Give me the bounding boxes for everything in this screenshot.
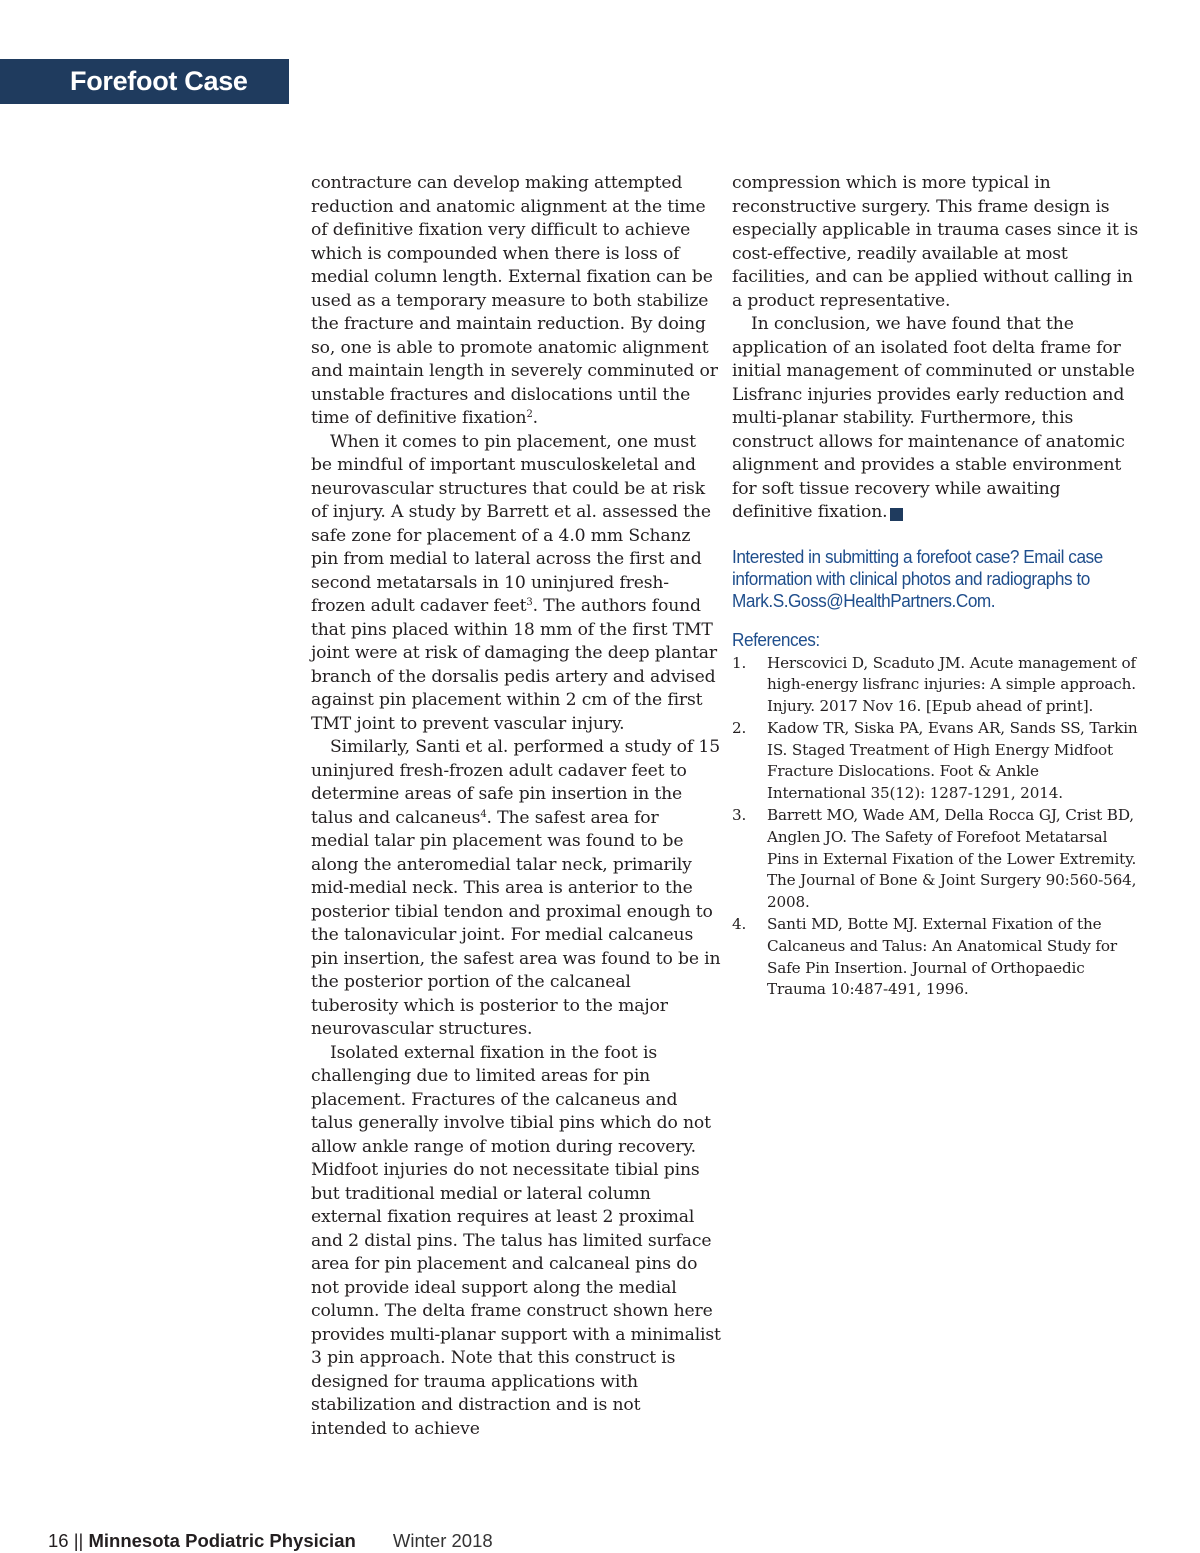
article-right-column bbox=[732, 172, 1142, 1001]
reference-number: 4. bbox=[732, 915, 747, 934]
reference-item bbox=[732, 914, 1142, 1001]
reference-number: 2. bbox=[732, 718, 747, 737]
reference-item bbox=[732, 805, 1142, 914]
reference-text: Santi MD, Botte MJ. External Fixation of the Calcaneus and Talus: An Anatomical Study for Safe Pin Insertion. Journal of Orthopaedic Trauma 10:487-491, 1996. bbox=[767, 915, 1118, 999]
citation-mark: 2 bbox=[526, 409, 533, 420]
body-paragraph: In conclusion, we have found that the application of an isolated foot delta frame for initial management of comminuted or unstable Lisfranc injuries provides early reduction and multi-planar stability. Furthermore, this construct allows for maintenance of anatomic alignment and provides a stable environment for soft tissue recovery while awaiting definitive fixation. › bbox=[732, 314, 1135, 522]
page-number: 16 bbox=[48, 1530, 69, 1551]
reference-item bbox=[732, 718, 1142, 805]
body-paragraph: Similarly, Santi et al. performed a study of 15 uninjured fresh-frozen adult cadaver feet to determine areas of safe pin insertion in the talus and calcaneus$^4$. The safest area for medial talar pin placement was found to be along the anteromedial talar neck, primarily mid-medial neck. This area is anterior to the posterior tibial tendon and proximal enough to the talonavicular joint. For medial calcaneus pin insertion, the safest area was found to be in the posterior portion of the calcaneal tuberosity which is posterior to the major neurovascular structures. bbox=[311, 737, 721, 1039]
reference-text: Kadow TR, Siska PA, Evans AR, Sands SS, Tarkin IS. Staged Treatment of High Energy Midfoot Fracture Dislocations. Foot & Ankle International 35(12): 1287-1291, 2014. bbox=[767, 718, 1138, 803]
reference-text: Herscovici D, Scaduto JM. Acute management of high-energy lisfranc injuries: A simple approach. Injury. 2017 Nov 16. [Epub ahead of print]. bbox=[767, 653, 1136, 716]
submission-callout: Interested in submitting a forefoot case? Email case information with clinical photos and radiographs to Mark.S.Goss@HealthPartners.Com. bbox=[732, 545, 1103, 611]
chevron-right-icon: › bbox=[890, 508, 903, 521]
references-heading: References: bbox=[732, 628, 820, 650]
body-paragraph: When it comes to pin placement, one must be mindful of important musculoskeletal and neurovascular structures that could be at risk of injury. A study by Barrett et al. assessed the safe zone for placement of a 4.0 mm Schanz pin from medial to lateral across the first and second metatarsals in 10 uninjured fresh-frozen adult cadaver feet$^3$. The authors found that pins placed within 18 mm of the first TMT joint were at risk of damaging the deep plantar branch of the dorsalis pedis artery and advised against pin placement within 2 cm of the first TMT joint to prevent vascular injury. bbox=[311, 431, 717, 734]
references-list bbox=[732, 653, 1142, 1002]
issue-label: Winter 2018 bbox=[392, 1530, 493, 1551]
article-left-column bbox=[311, 172, 721, 1441]
body-paragraph: Isolated external fixation in the foot is challenging due to limited areas for pin placement. Fractures of the calcaneus and talus generally involve tibial pins which do not allow ankle range of motion during recovery. Midfoot injuries do not necessitate tibial pins but traditional medial or lateral column external fixation requires at least 2 proximal and 2 distal pins. The talus has limited surface area for pin placement and calcaneal pins do not provide ideal support along the medial column. The delta frame construct shown here provides multi-planar support with a minimalist 3 pin approach. Note that this construct is designed for trauma applications with stabilization and distraction and is not intended to achieve bbox=[311, 1042, 721, 1439]
body-paragraph: contracture can develop making attempted reduction and anatomic alignment at the time of definitive fixation very difficult to achieve which is compounded when there is loss of medial column length. External fixation can be used as a temporary measure to both stabilize the fracture and maintain reduction. By doing so, one is able to promote anatomic alignment and maintain length in severely comminuted or unstable fractures and dislocations until the time of definitive fixation$^2$. bbox=[311, 173, 718, 428]
page-footer bbox=[48, 1530, 493, 1552]
reference-number: 3. bbox=[732, 806, 747, 825]
citation-mark: 3 bbox=[526, 597, 533, 608]
section-title: Forefoot Case bbox=[70, 66, 248, 96]
reference-item bbox=[732, 653, 1142, 718]
section-banner bbox=[0, 59, 289, 104]
body-paragraph: compression which is more typical in reconstructive surgery. This frame design is especially applicable in trauma cases since it is cost-effective, readily available at most facilities, and can be applied without calling in a product representative. bbox=[732, 173, 1139, 311]
reference-number: 1. bbox=[732, 653, 747, 672]
reference-text: Barrett MO, Wade AM, Della Rocca GJ, Crist BD, Anglen JO. The Safety of Forefoot Metatarsal Pins in External Fixation of the Lower Extremity. The Journal of Bone & Joint Surgery 90:560-564, 2008. bbox=[767, 806, 1137, 912]
footer-separator: || bbox=[73, 1530, 84, 1551]
citation-mark: 4 bbox=[480, 808, 487, 820]
magazine-title: Minnesota Podiatric Physician bbox=[88, 1530, 356, 1551]
